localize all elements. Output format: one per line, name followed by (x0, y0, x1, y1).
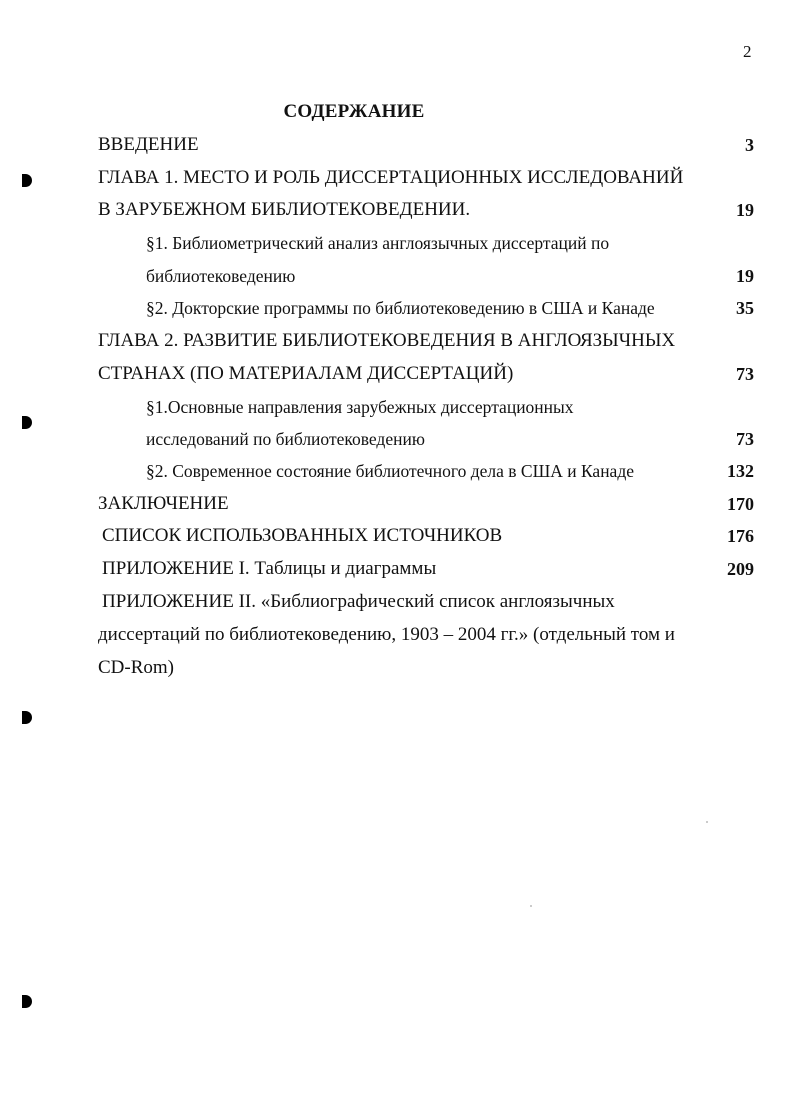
toc-line: диссертаций по библиотековедению, 1903 – 2004 гг.» (отдельный том и (98, 624, 675, 645)
toc-line: СТРАНАХ (ПО МАТЕРИАЛАМ ДИССЕРТАЦИЙ) (98, 363, 514, 384)
toc-page-number: 73 (736, 364, 754, 384)
toc-page-number: 209 (727, 559, 754, 579)
toc-line: CD-Rom) (98, 657, 174, 678)
toc-page-number: 19 (736, 200, 754, 220)
toc-line: ГЛАВА 1. МЕСТО И РОЛЬ ДИССЕРТАЦИОННЫХ ИССЛЕДОВАНИЙ (98, 167, 684, 188)
toc-line: §2. Докторские программы по библиотековедению в США и Канаде (146, 298, 655, 318)
toc-page-number: 3 (745, 135, 754, 155)
toc-line: ВВЕДЕНИЕ (98, 134, 199, 155)
page-number: 2 (743, 42, 752, 61)
toc-page-number: 170 (727, 494, 754, 514)
scan-speck (530, 905, 532, 907)
toc-page-number: 35 (736, 298, 754, 318)
toc-line: библиотековедению (146, 266, 296, 286)
binder-mark (22, 174, 32, 187)
toc-line: СПИСОК ИСПОЛЬЗОВАННЫХ ИСТОЧНИКОВ (102, 525, 503, 546)
toc-page-number: 176 (727, 526, 754, 546)
binder-mark (22, 711, 32, 724)
toc-line: исследований по библиотековедению (146, 429, 425, 449)
toc-line: §2. Современное состояние библиотечного дела в США и Канаде (146, 461, 635, 481)
scan-speck (706, 821, 708, 823)
toc-page-number: 132 (727, 461, 754, 481)
binder-mark (22, 995, 32, 1008)
page-title: СОДЕРЖАНИЕ (283, 101, 425, 122)
toc-line: ПРИЛОЖЕНИЕ II. «Библиографический список англоязычных (102, 591, 615, 612)
toc-page-number: 19 (736, 266, 754, 286)
binder-mark (22, 416, 32, 429)
toc-line: §1. Библиометрический анализ англоязычных диссертаций по (146, 233, 610, 253)
toc-line: ГЛАВА 2. РАЗВИТИЕ БИБЛИОТЕКОВЕДЕНИЯ В АНГЛОЯЗЫЧНЫХ (98, 330, 676, 351)
toc-line: В ЗАРУБЕЖНОМ БИБЛИОТЕКОВЕДЕНИИ. (98, 199, 471, 220)
toc-line: §1.Основные направления зарубежных диссертационных (146, 397, 574, 417)
toc-line: ЗАКЛЮЧЕНИЕ (98, 493, 229, 514)
toc-page-number: 73 (736, 429, 754, 449)
toc-line: ПРИЛОЖЕНИЕ I. Таблицы и диаграммы (102, 558, 437, 579)
